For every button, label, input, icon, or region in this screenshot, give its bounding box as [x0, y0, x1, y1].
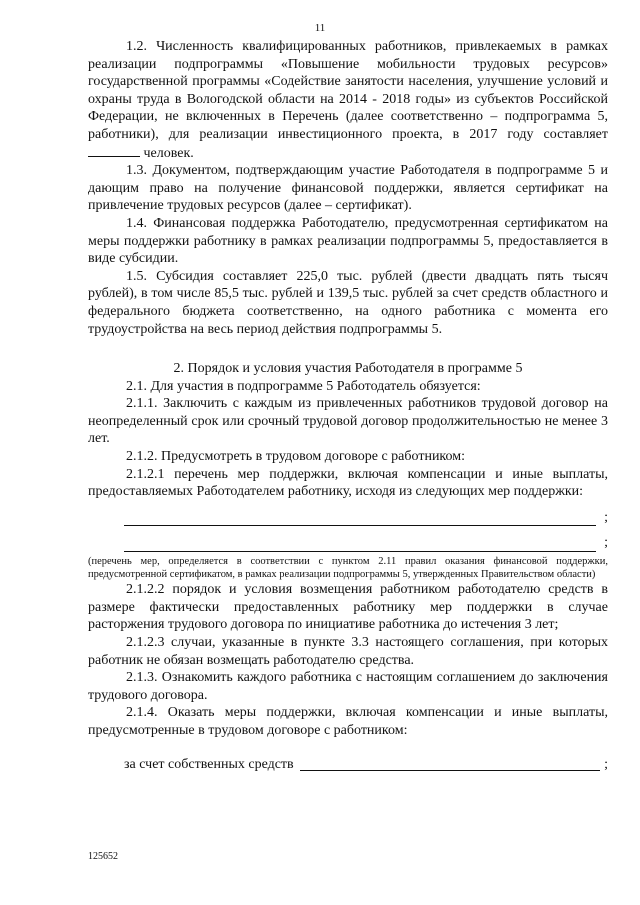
document-body: [88, 38, 608, 773]
support-measures-line-2: [88, 534, 608, 552]
blank-line: [124, 511, 596, 526]
section-2-heading: 2. Порядок и условия участия Работодателя в программе 5: [173, 361, 523, 377]
blank-count-field: [88, 144, 140, 157]
semicolon: ;: [604, 756, 608, 772]
paragraph-2-1-2-3: 2.1.2.3 случаи, указанные в пункте 3.3 настоящего соглашения, при которых работник не обязан возмещать работодателю средства.: [88, 635, 608, 668]
semicolon: ;: [604, 535, 608, 551]
blank-line: [124, 537, 596, 552]
paragraph-1-4: 1.4. Финансовая поддержка Работодателю, предусмотренная сертификатом на меры поддержки работнику в рамках реализации подпрограммы 5, предоставляется в виде субсидии.: [88, 215, 608, 267]
page-number: 11: [314, 22, 326, 34]
paragraph-2-1-4: 2.1.4. Оказать меры поддержки, включая компенсации и иные выплаты, предусмотренные в трудовом договоре с работником:: [88, 705, 608, 738]
paragraph-1-3: 1.3. Документом, подтверждающим участие Работодателя в подпрограмме 5 и дающим право на получение финансовой поддержки, является сертификат на привлечение трудовых ресурсов (далее – сертификат).: [88, 163, 608, 214]
paragraph-1-5: 1.5. Субсидия составляет 225,0 тыс. рублей (двести двадцать пять тысяч рублей), в том числе 85,5 тыс. рублей и 139,5 тыс. рублей за счет средств областного и федерального бюджета соответственно, на одного работника с момента его трудоустройства на весь период действия подпрограммы 5.: [88, 268, 608, 337]
paragraph-2-1: 2.1. Для участия в подпрограмме 5 Работодатель обязуется:: [126, 378, 481, 394]
paragraph-1-2: [88, 38, 608, 162]
support-measures-line-1: [88, 509, 608, 527]
paragraph-2-1-2-2: 2.1.2.2 порядок и условия возмещения работником работодателю средств в размере фактически предоставленных работнику мер поддержки в случае расторжения трудового договора по инициативе работника до истечения 3 лет;: [88, 582, 608, 633]
paragraph-2-1-2: 2.1.2. Предусмотреть в трудовом договоре с работником:: [126, 449, 466, 465]
paragraph-2-1-1: 2.1.1. Заключить с каждым из привлеченных работников трудовой договор на неопределенный срок или срочный трудовой договор продолжительностью не менее 3 лет.: [88, 396, 608, 447]
support-measures-note: (перечень мер, определяется в соответствии с пунктом 2.11 правил оказания финансовой поддержки, предусмотренной сертификатом, в рамках реализации подпрограммы 5, утвержденных Правительством области): [88, 556, 608, 580]
footer-code: 125652: [88, 851, 118, 862]
paragraph-1-2-end: человек.: [143, 145, 194, 161]
own-funds-line: [88, 756, 608, 774]
blank-line: [300, 756, 600, 771]
semicolon: ;: [604, 509, 608, 525]
paragraph-2-1-2-1: 2.1.2.1 перечень мер поддержки, включая компенсации и иные выплаты, предоставляемых Работодателем работнику, исходя из следующих мер поддержки:: [88, 466, 608, 500]
paragraph-1-2-text: 1.2. Численность квалифицированных работников, привлекаемых в рамках реализации подпрограммы «Повышение мобильности трудовых ресурсов» государственной программы «Содействие занятости населения, улучшение условий и охраны труда в Вологодской области на 2014 - 2018 годы» из субъектов Российской Федерации, не включенных в Перечень (далее соответственно – подпрограмма 5, работники), для реализации инвестиционного проекта, в 2017 году составляет: [88, 39, 608, 142]
paragraph-2-1-3: 2.1.3. Ознакомить каждого работника с настоящим соглашением до заключения трудового договора.: [88, 670, 608, 703]
own-funds-label: за счет собственных средств: [124, 756, 294, 772]
